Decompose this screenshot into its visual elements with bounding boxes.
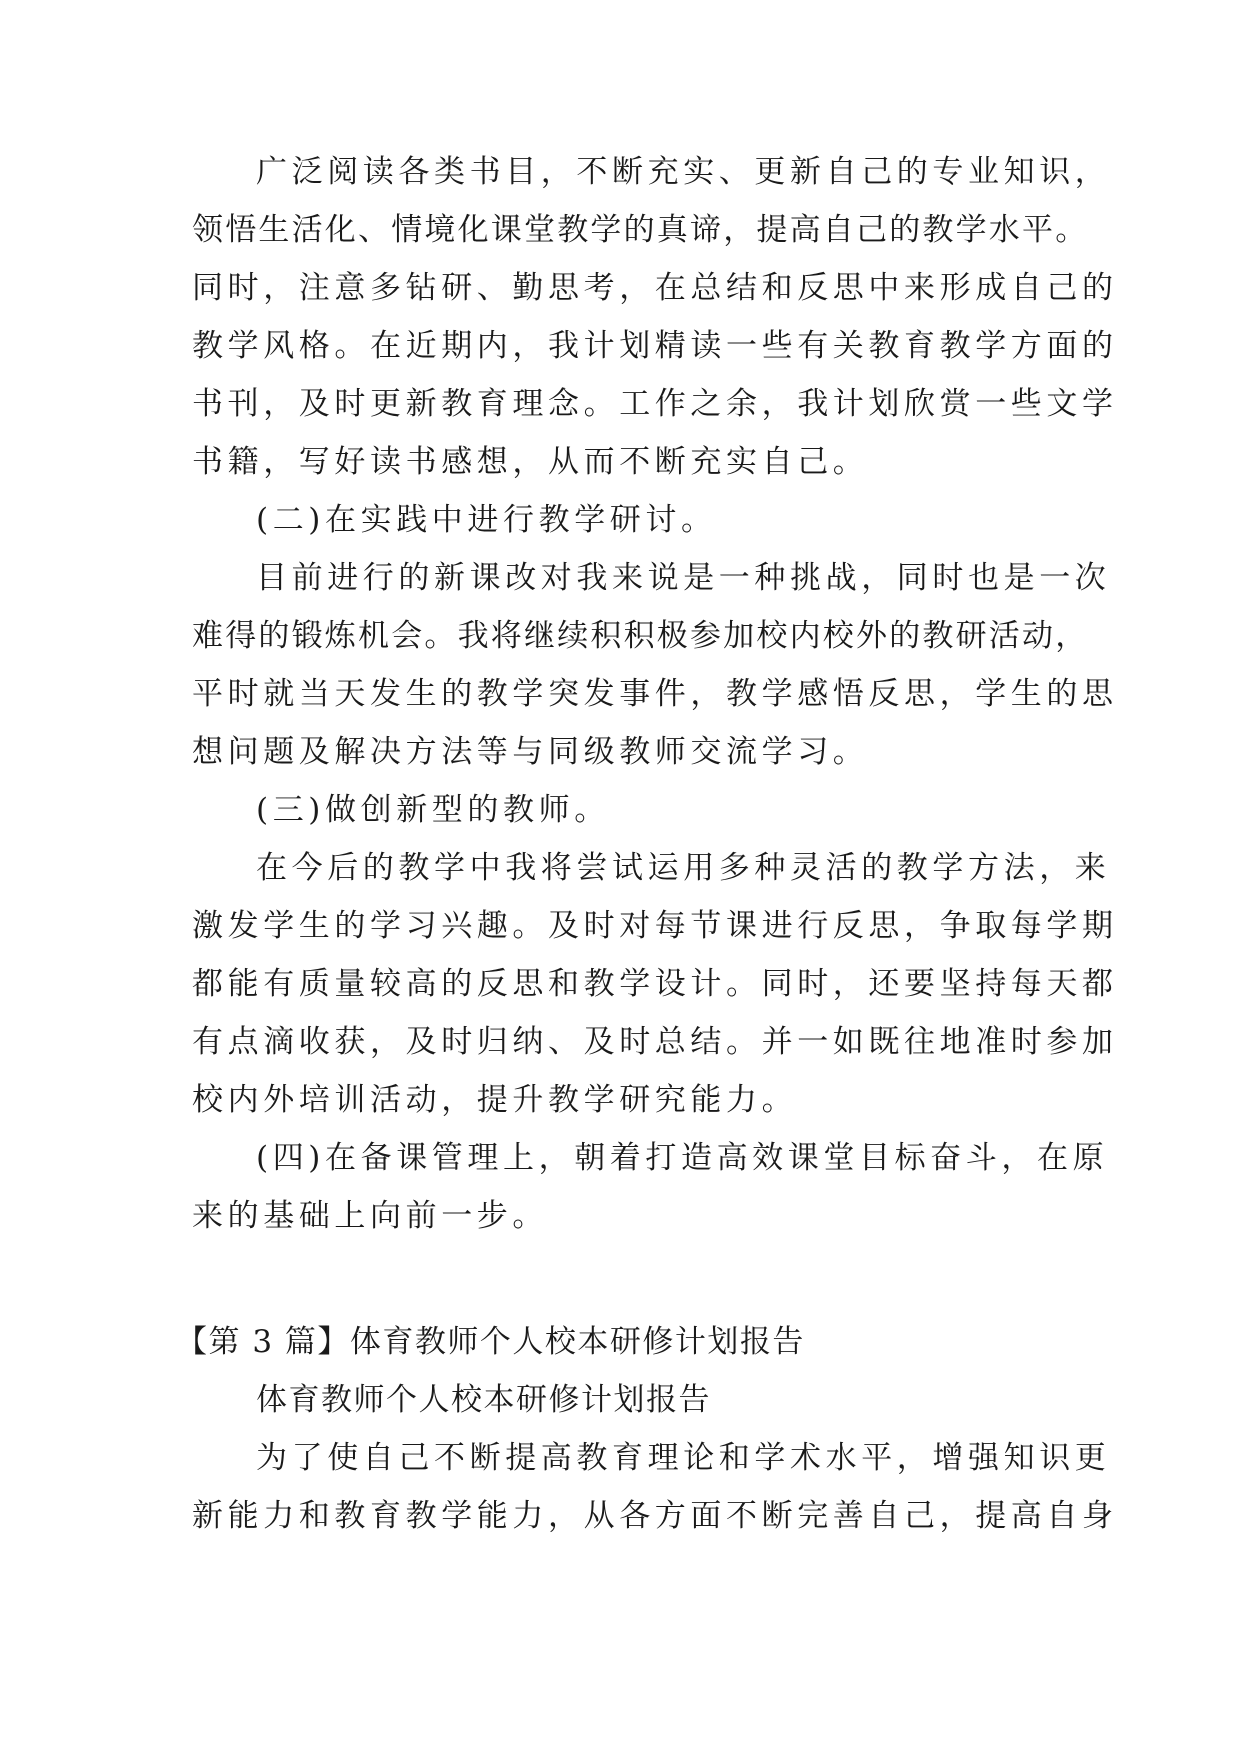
paragraph-line: 都能有质量较高的反思和教学设计。同时，还要坚持每天都 xyxy=(192,966,1118,1002)
paragraph-line: 校内外培训活动，提升教学研究能力。 xyxy=(192,1082,798,1118)
section-heading: (三)做创新型的教师。 xyxy=(256,792,610,828)
paragraph-line: 书刊，及时更新教育理念。工作之余，我计划欣赏一些文学 xyxy=(192,386,1118,422)
paragraph-line: 来的基础上向前一步。 xyxy=(192,1198,548,1234)
paragraph-line: 有点滴收获，及时归纳、及时总结。并一如既往地准时参加 xyxy=(192,1024,1118,1060)
section-heading: (四)在备课管理上，朝着打造高效课堂目标奋斗，在原 xyxy=(256,1140,1109,1176)
paragraph-line: 为了使自己不断提高教育理论和学术水平，增强知识更 xyxy=(256,1440,1111,1476)
paragraph-line: 领悟生活化、情境化课堂教学的真谛，提高自己的教学水平。 xyxy=(192,212,1089,248)
paragraph-line: 平时就当天发生的教学突发事件，教学感悟反思，学生的思 xyxy=(192,676,1118,712)
paragraph-line: 教学风格。在近期内，我计划精读一些有关教育教学方面的 xyxy=(192,328,1118,364)
document-title: 体育教师个人校本研修计划报告 xyxy=(256,1382,711,1418)
paragraph-line: 在今后的教学中我将尝试运用多种灵活的教学方法，来 xyxy=(256,850,1111,886)
section-heading: (二)在实践中进行教学研讨。 xyxy=(256,502,717,538)
paragraph-line: 想问题及解决方法等与同级教师交流学习。 xyxy=(192,734,869,770)
paragraph-line: 广泛阅读各类书目，不断充实、更新自己的专业知识， xyxy=(256,154,1111,190)
chapter-heading: 【第 3 篇】体育教师个人校本研修计划报告 xyxy=(176,1324,805,1360)
paragraph-line: 激发学生的学习兴趣。及时对每节课进行反思，争取每学期 xyxy=(192,908,1118,944)
paragraph-line: 难得的锻炼机会。我将继续积积极参加校内校外的教研活动， xyxy=(192,618,1089,654)
paragraph-line: 书籍，写好读书感想，从而不断充实自己。 xyxy=(192,444,869,480)
paragraph-line: 同时，注意多钻研、勤思考，在总结和反思中来形成自己的 xyxy=(192,270,1118,306)
paragraph-line: 新能力和教育教学能力，从各方面不断完善自己，提高自身 xyxy=(192,1498,1118,1534)
paragraph-line: 目前进行的新课改对我来说是一种挑战，同时也是一次 xyxy=(256,560,1111,596)
